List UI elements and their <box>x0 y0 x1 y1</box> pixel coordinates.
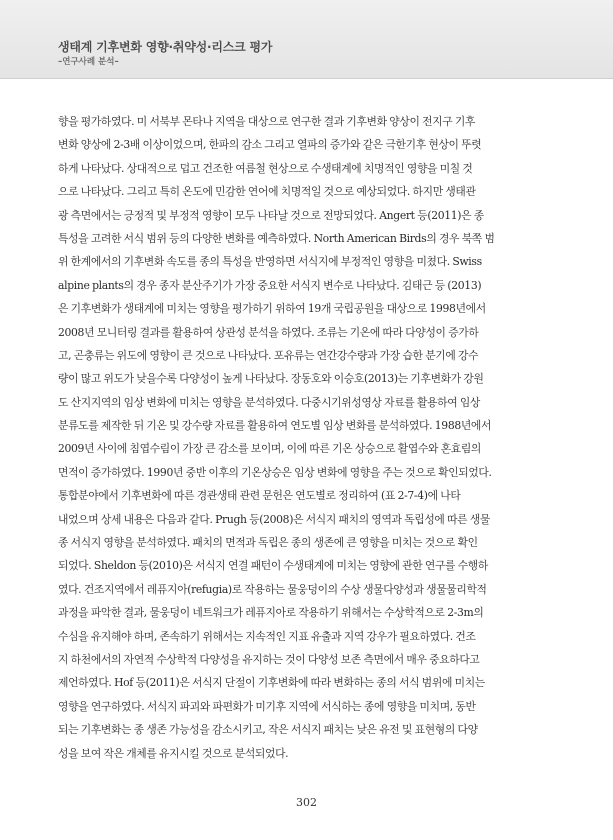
text-line: 위 한계에서의 기후변화 속도를 종의 특성을 반영하면 서식지에 부정적인 영향을 미쳤다. Swiss <box>58 255 482 269</box>
text-line: 성을 보여 작은 개체를 유지시킬 것으로 분석되었다. <box>58 746 289 760</box>
text-line: 광 측면에서는 긍정적 및 부정적 영향이 모두 나타날 것으로 전망되었다. Angert 등(2011)은 종 <box>58 208 484 222</box>
body-text <box>58 110 544 765</box>
text-line: 제언하였다. Hof 등(2011)은 서식지 단절이 기후변화에 따라 변화하는 종의 서식 범위에 미치는 <box>58 676 485 690</box>
text-line: 였다. 건조지역에서 레퓨지아(refugia)로 작용하는 물웅덩이의 수상 생물다양성과 생물물리학적 <box>58 582 487 596</box>
text-line: 량이 많고 위도가 낮을수록 다양성이 높게 나타났다. 장동호와 이승호(2013)는 기후변화가 강원 <box>58 372 484 386</box>
text-line: 2008년 모니터링 결과를 활용하여 상관성 분석을 하였다. 조류는 기온에 따라 다양성이 증가하 <box>58 325 479 339</box>
text-line: 으로 나타났다. 그리고 특히 온도에 민감한 연어에 치명적일 것으로 예상되었다. 하지만 생태관 <box>58 185 476 199</box>
header-subtitle: –연구사례 분석– <box>58 57 119 67</box>
text-line: 통합분야에서 기후변화에 따른 경관생태 관련 문헌은 연도별로 정리하여 (표 2-7-4)에 나타 <box>58 489 461 503</box>
text-line: 종 서식지 영향을 분석하였다. 패치의 면적과 독립은 종의 생존에 큰 영향을 미치는 것으로 확인 <box>58 536 478 550</box>
text-line: 되는 기후변화는 종 생존 가능성을 감소시키고, 작은 서식지 패치는 낮은 유전 및 표현형의 다양 <box>58 723 478 737</box>
text-line: 변화 양상에 2-3배 이상이었으며, 한파의 감소 그리고 열파의 증가와 같은 극한기후 현상이 뚜렷 <box>58 138 482 152</box>
text-line: 향을 평가하였다. 미 서북부 몬타나 지역을 대상으로 연구한 결과 기후변화 양상이 전지구 기후 <box>58 115 476 128</box>
text-line: 지 하천에서의 자연적 수상학적 다양성을 유지하는 것이 다양성 보존 측면에서 매우 중요하다고 <box>58 652 480 666</box>
text-line: alpine plants의 경우 종자 분산주기가 가장 중요한 서식지 변수로 나타났다. 김태근 등 (2013) <box>58 278 482 292</box>
text-line: 분류도를 제작한 뒤 기온 및 강수량 자료를 활용하여 연도별 임상 변화를 분석하였다. 1988년에서 <box>58 419 492 433</box>
text-line: 내었으며 상세 내용은 다음과 같다. Prugh 등(2008)은 서식지 패치의 영역과 독립성에 따른 생물 <box>58 512 490 526</box>
text-line: 되었다. Sheldon 등(2010)은 서식지 연결 패턴이 수생태계에 미치는 영향에 관한 연구를 수행하 <box>58 559 488 573</box>
text-line: 수심을 유지해야 하며, 존속하기 위해서는 지속적인 지표 유출과 지역 강우가 필요하였다. 건조 <box>58 629 476 643</box>
text-line: 2009년 사이에 침엽수림이 가장 큰 감소를 보이며, 이에 따른 기온 상승으로 활엽수와 혼효림의 <box>58 442 482 456</box>
text-line: 도 산지지역의 임상 변화에 미치는 영향을 분석하였다. 다중시기위성영상 자료를 활용하여 임상 <box>58 395 481 409</box>
text-line: 특성을 고려한 서식 범위 등의 다양한 변화를 예측하였다. North American Birds의 경우 북쪽 범 <box>58 231 495 245</box>
page-number: 302 <box>296 796 317 809</box>
header-title: 생태계 기후변화 영향·취약성·리스크 평가 <box>58 40 273 54</box>
text-line: 하게 나타났다. 상대적으로 덥고 건조한 여름철 현상으로 수생태계에 치명적인 영향을 미칠 것 <box>58 161 473 175</box>
text-line: 고, 곤충류는 위도에 영향이 큰 것으로 나타났다. 포유류는 연간강수량과 가장 습한 분기에 강수 <box>58 348 479 362</box>
running-header <box>0 0 613 79</box>
text-line: 면적이 증가하였다. 1990년 중반 이후의 기온상승은 임상 변화에 영향을 주는 것으로 확인되었다. <box>58 465 492 479</box>
text-line: 은 기후변화가 생태계에 미치는 영향을 평가하기 위하여 19개 국립공원을 대상으로 1998년에서 <box>58 302 486 316</box>
text-line: 영향을 연구하였다. 서식지 파괴와 파편화가 미기후 지역에 서식하는 종에 영향을 미치며, 동반 <box>58 699 476 713</box>
text-line: 과정을 파악한 결과, 물웅덩이 네트워크가 레퓨지아로 작용하기 위해서는 수상학적으로 2-3m의 <box>58 606 484 620</box>
